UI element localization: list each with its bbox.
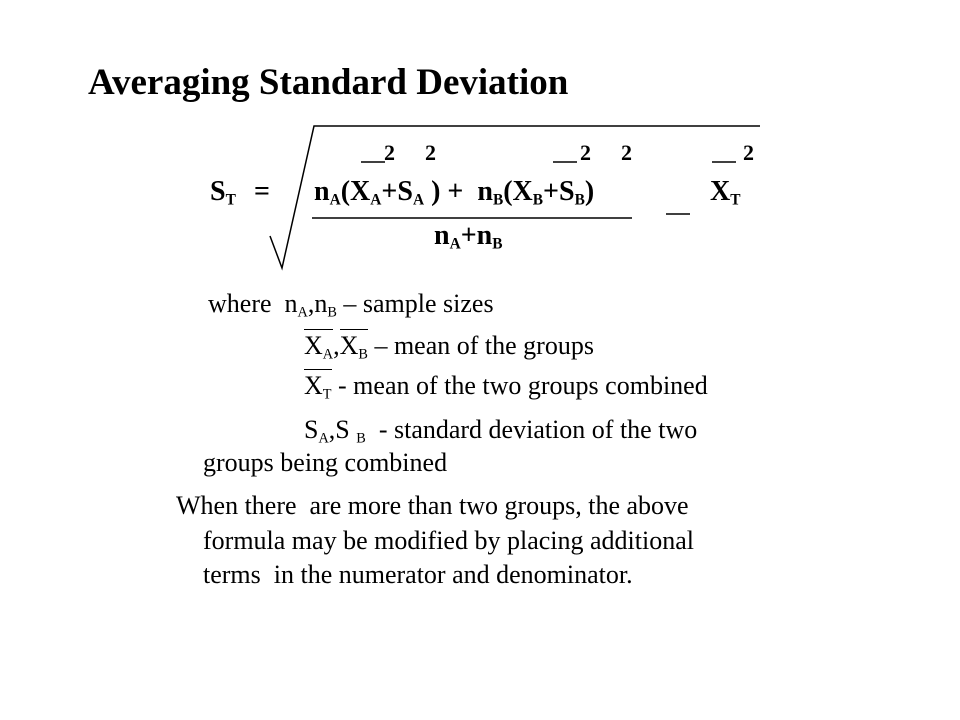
definition-group-means: $X_A,X_B$ – mean of the groups (304, 331, 594, 363)
exponent: 2 (621, 140, 632, 165)
paragraph-line: terms in the numerator and denominator. (203, 560, 633, 589)
exponent: 2 (743, 140, 754, 165)
definition-sample-sizes: where $n_A,n_B$ – sample sizes (208, 289, 494, 321)
exponent: 2 (425, 140, 436, 165)
formula-equals: = (254, 176, 270, 207)
exponent: 2 (580, 140, 591, 165)
radical-sign (0, 0, 960, 300)
definition-standard-deviations-cont: groups being combined (203, 448, 448, 477)
paragraph-line: formula may be modified by placing additional (203, 526, 694, 555)
paragraph-line: When there are more than two groups, the above (176, 491, 689, 520)
formula-numerator: $n_A(X_A+S_A$ ) + $n_B(X_B+S_B)$ (314, 176, 595, 209)
formula-xt: $X_T$ (710, 176, 741, 209)
formula-denominator: $n_A+n_B$ (434, 220, 503, 253)
formula-lhs: $S_T$ (210, 176, 236, 209)
definition-standard-deviations: $S_A,S$ $_B$ - standard deviation of the two (304, 415, 698, 447)
slide-title: Averaging Standard Deviation (88, 62, 569, 103)
definition-combined-mean: $X_T$ - mean of the two groups combined (304, 371, 708, 403)
exponent: 2 (384, 140, 395, 165)
